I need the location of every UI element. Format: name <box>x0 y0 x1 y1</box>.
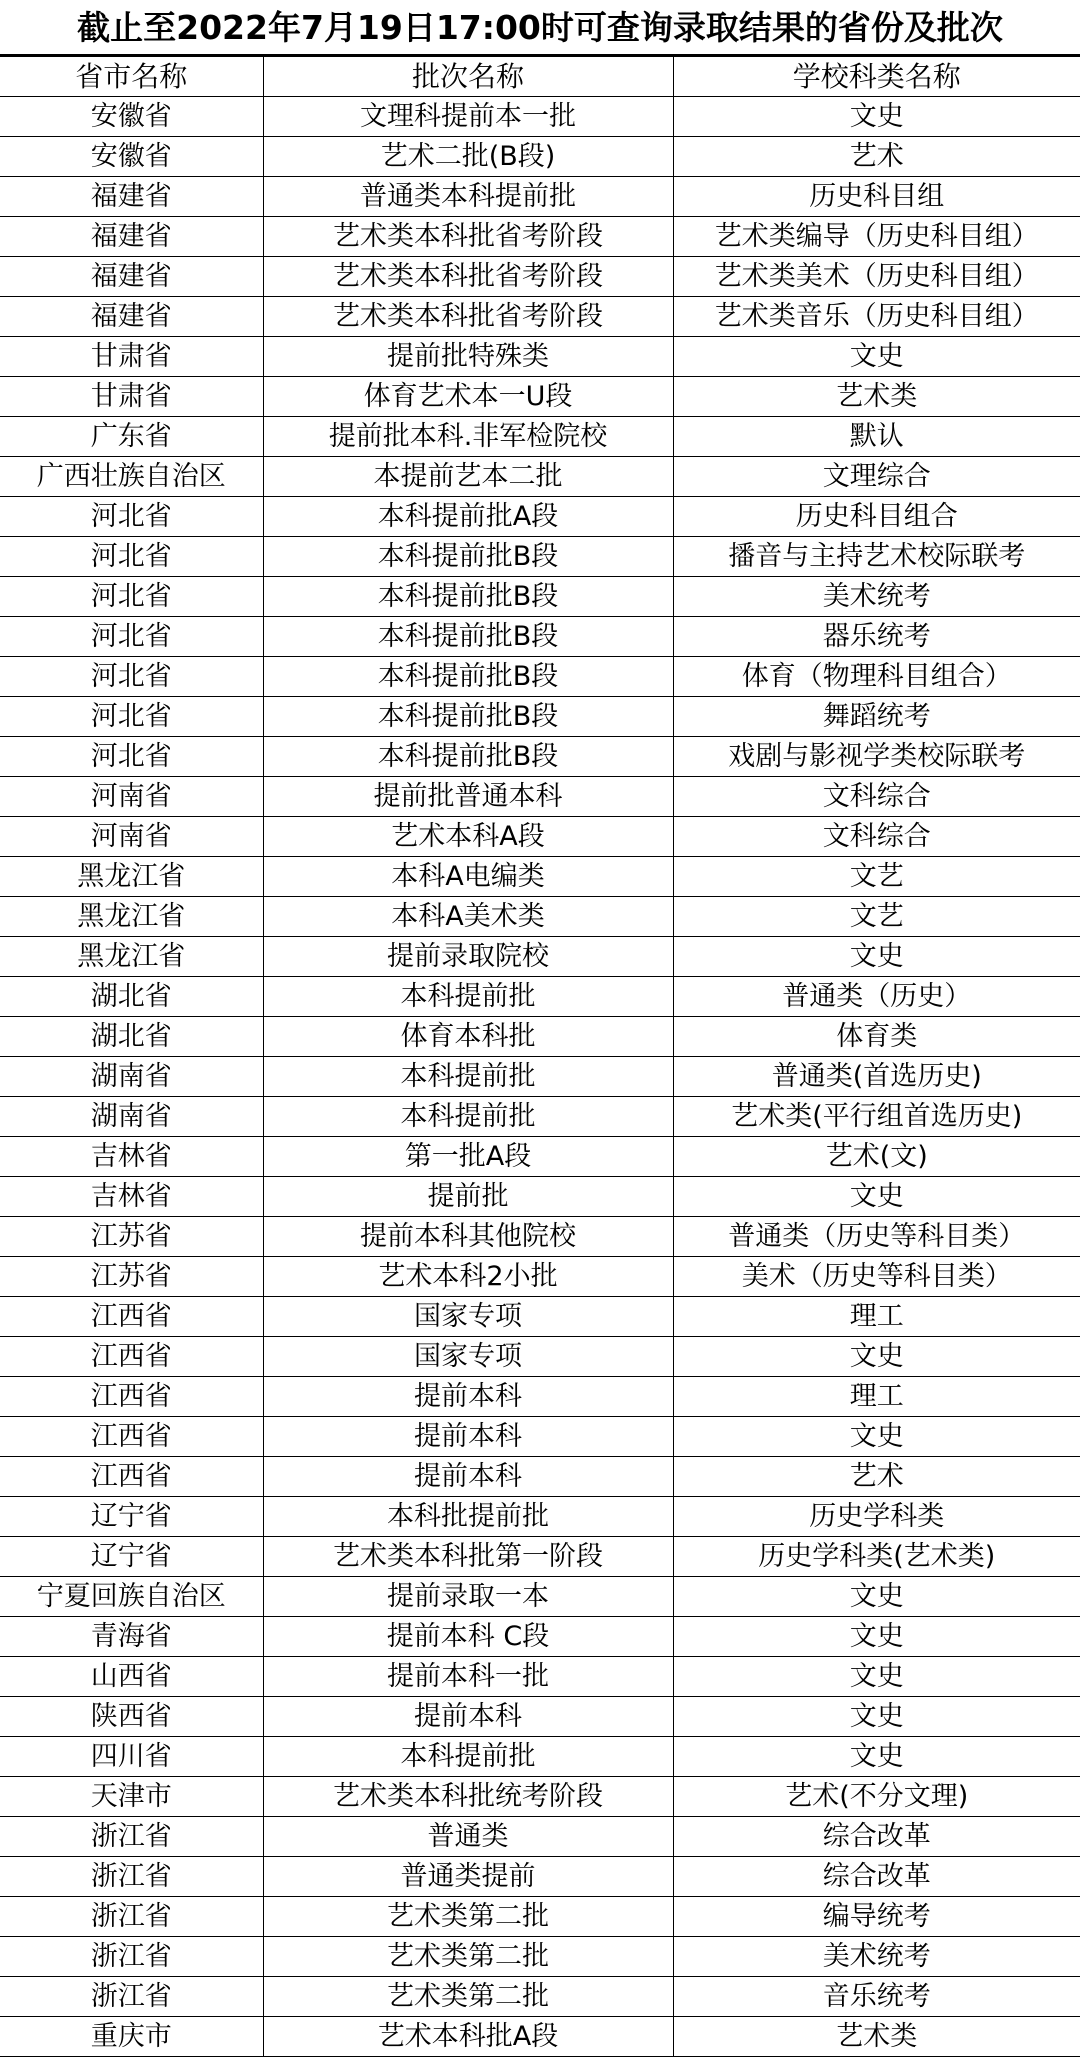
admission-table <box>0 56 1080 2057</box>
table-row <box>0 1057 1080 1097</box>
province-cell: 重庆市 <box>0 2017 263 2057</box>
province-cell: 安徽省 <box>0 97 263 137</box>
province-cell: 河北省 <box>0 697 263 737</box>
table-row <box>0 897 1080 937</box>
table-header <box>0 57 1080 97</box>
table-row <box>0 1897 1080 1937</box>
table-row <box>0 297 1080 337</box>
batch-cell: 普通类本科提前批 <box>263 177 673 217</box>
province-cell: 湖北省 <box>0 977 263 1017</box>
category-cell: 文史 <box>673 1417 1080 1457</box>
table-row <box>0 1817 1080 1857</box>
category-cell: 综合改革 <box>673 1857 1080 1897</box>
table-row <box>0 657 1080 697</box>
table-row <box>0 1177 1080 1217</box>
province-cell: 河北省 <box>0 617 263 657</box>
table-row <box>0 1097 1080 1137</box>
table-row <box>0 1697 1080 1737</box>
table-row <box>0 817 1080 857</box>
table-row <box>0 1657 1080 1697</box>
batch-cell: 提前批本科.非军检院校 <box>263 417 673 457</box>
table-row <box>0 1777 1080 1817</box>
category-cell: 文艺 <box>673 897 1080 937</box>
table-body <box>0 97 1080 2057</box>
province-cell: 江西省 <box>0 1457 263 1497</box>
batch-cell: 艺术类第二批 <box>263 1937 673 1977</box>
category-cell: 器乐统考 <box>673 617 1080 657</box>
batch-cell: 本科提前批B段 <box>263 737 673 777</box>
table-row <box>0 1577 1080 1617</box>
province-cell: 湖北省 <box>0 1017 263 1057</box>
province-cell: 河北省 <box>0 497 263 537</box>
table-row <box>0 777 1080 817</box>
batch-cell: 提前本科 <box>263 1417 673 1457</box>
batch-cell: 本科提前批 <box>263 1737 673 1777</box>
category-cell: 文科综合 <box>673 777 1080 817</box>
category-cell: 文史 <box>673 1657 1080 1697</box>
category-cell: 文史 <box>673 1337 1080 1377</box>
province-cell: 江苏省 <box>0 1257 263 1297</box>
table-row <box>0 977 1080 1017</box>
table-row <box>0 1497 1080 1537</box>
province-cell: 福建省 <box>0 217 263 257</box>
batch-cell: 艺术类本科批省考阶段 <box>263 297 673 337</box>
table-row <box>0 737 1080 777</box>
batch-cell: 艺术类本科批省考阶段 <box>263 217 673 257</box>
header-province: 省市名称 <box>0 57 263 97</box>
category-cell: 体育（物理科目组合） <box>673 657 1080 697</box>
province-cell: 河北省 <box>0 577 263 617</box>
table-row <box>0 497 1080 537</box>
batch-cell: 本科提前批B段 <box>263 617 673 657</box>
province-cell: 天津市 <box>0 1777 263 1817</box>
batch-cell: 艺术类第二批 <box>263 1977 673 2017</box>
table-row <box>0 937 1080 977</box>
province-cell: 甘肃省 <box>0 337 263 377</box>
header-row <box>0 57 1080 97</box>
province-cell: 浙江省 <box>0 1897 263 1937</box>
table-row <box>0 1417 1080 1457</box>
category-cell: 理工 <box>673 1377 1080 1417</box>
province-cell: 湖南省 <box>0 1097 263 1137</box>
table-row <box>0 1137 1080 1177</box>
batch-cell: 本科A美术类 <box>263 897 673 937</box>
category-cell: 播音与主持艺术校际联考 <box>673 537 1080 577</box>
table-row <box>0 577 1080 617</box>
table-row <box>0 1857 1080 1897</box>
batch-cell: 本科批提前批 <box>263 1497 673 1537</box>
batch-cell: 体育本科批 <box>263 1017 673 1057</box>
table-row <box>0 257 1080 297</box>
province-cell: 甘肃省 <box>0 377 263 417</box>
province-cell: 江西省 <box>0 1417 263 1457</box>
category-cell: 戏剧与影视学类校际联考 <box>673 737 1080 777</box>
category-cell: 历史科目组合 <box>673 497 1080 537</box>
category-cell: 艺术类音乐（历史科目组） <box>673 297 1080 337</box>
province-cell: 江西省 <box>0 1337 263 1377</box>
batch-cell: 提前本科其他院校 <box>263 1217 673 1257</box>
batch-cell: 本科提前批B段 <box>263 577 673 617</box>
category-cell: 艺术(文) <box>673 1137 1080 1177</box>
table-row <box>0 1537 1080 1577</box>
batch-cell: 艺术本科2小批 <box>263 1257 673 1297</box>
category-cell: 美术统考 <box>673 577 1080 617</box>
category-cell: 理工 <box>673 1297 1080 1337</box>
category-cell: 历史科目组 <box>673 177 1080 217</box>
batch-cell: 本科提前批 <box>263 1097 673 1137</box>
batch-cell: 提前批 <box>263 1177 673 1217</box>
province-cell: 浙江省 <box>0 1817 263 1857</box>
province-cell: 辽宁省 <box>0 1497 263 1537</box>
batch-cell: 本科提前批 <box>263 1057 673 1097</box>
category-cell: 文史 <box>673 1737 1080 1777</box>
batch-cell: 本提前艺本二批 <box>263 457 673 497</box>
batch-cell: 本科提前批 <box>263 977 673 1017</box>
batch-cell: 提前录取一本 <box>263 1577 673 1617</box>
category-cell: 普通类(首选历史) <box>673 1057 1080 1097</box>
table-row <box>0 217 1080 257</box>
table-row <box>0 1737 1080 1777</box>
province-cell: 河南省 <box>0 777 263 817</box>
province-cell: 广西壮族自治区 <box>0 457 263 497</box>
table-row <box>0 697 1080 737</box>
table-row <box>0 1217 1080 1257</box>
province-cell: 湖南省 <box>0 1057 263 1097</box>
province-cell: 福建省 <box>0 297 263 337</box>
province-cell: 吉林省 <box>0 1177 263 1217</box>
table-row <box>0 137 1080 177</box>
category-cell: 艺术类编导（历史科目组） <box>673 217 1080 257</box>
batch-cell: 普通类 <box>263 1817 673 1857</box>
province-cell: 黑龙江省 <box>0 857 263 897</box>
province-cell: 吉林省 <box>0 1137 263 1177</box>
batch-cell: 艺术类第二批 <box>263 1897 673 1937</box>
table-row <box>0 1257 1080 1297</box>
province-cell: 河北省 <box>0 537 263 577</box>
province-cell: 浙江省 <box>0 1937 263 1977</box>
category-cell: 艺术 <box>673 1457 1080 1497</box>
province-cell: 江苏省 <box>0 1217 263 1257</box>
table-row <box>0 1937 1080 1977</box>
province-cell: 四川省 <box>0 1737 263 1777</box>
province-cell: 河北省 <box>0 657 263 697</box>
table-row <box>0 1017 1080 1057</box>
category-cell: 文史 <box>673 937 1080 977</box>
province-cell: 福建省 <box>0 257 263 297</box>
province-cell: 宁夏回族自治区 <box>0 1577 263 1617</box>
batch-cell: 提前本科 C段 <box>263 1617 673 1657</box>
category-cell: 文史 <box>673 1177 1080 1217</box>
category-cell: 文史 <box>673 97 1080 137</box>
batch-cell: 提前本科一批 <box>263 1657 673 1697</box>
category-cell: 编导统考 <box>673 1897 1080 1937</box>
batch-cell: 本科提前批A段 <box>263 497 673 537</box>
province-cell: 福建省 <box>0 177 263 217</box>
table-row <box>0 1977 1080 2017</box>
category-cell: 文艺 <box>673 857 1080 897</box>
province-cell: 青海省 <box>0 1617 263 1657</box>
category-cell: 普通类（历史等科目类） <box>673 1217 1080 1257</box>
batch-cell: 国家专项 <box>263 1337 673 1377</box>
table-row <box>0 1617 1080 1657</box>
document-title: 截止至2022年7月19日17:00时可查询录取结果的省份及批次 <box>0 0 1080 56</box>
category-cell: 艺术类 <box>673 2017 1080 2057</box>
province-cell: 江西省 <box>0 1377 263 1417</box>
batch-cell: 提前批普通本科 <box>263 777 673 817</box>
category-cell: 艺术 <box>673 137 1080 177</box>
batch-cell: 本科提前批B段 <box>263 537 673 577</box>
table-row <box>0 2017 1080 2057</box>
table-row <box>0 177 1080 217</box>
table-row <box>0 417 1080 457</box>
category-cell: 历史学科类(艺术类) <box>673 1537 1080 1577</box>
batch-cell: 艺术本科批A段 <box>263 2017 673 2057</box>
batch-cell: 文理科提前本一批 <box>263 97 673 137</box>
province-cell: 河南省 <box>0 817 263 857</box>
category-cell: 文理综合 <box>673 457 1080 497</box>
table-row <box>0 1297 1080 1337</box>
category-cell: 美术（历史等科目类） <box>673 1257 1080 1297</box>
batch-cell: 提前录取院校 <box>263 937 673 977</box>
table-row <box>0 457 1080 497</box>
batch-cell: 提前批特殊类 <box>263 337 673 377</box>
batch-cell: 体育艺术本一U段 <box>263 377 673 417</box>
table-row <box>0 1457 1080 1497</box>
batch-cell: 第一批A段 <box>263 1137 673 1177</box>
category-cell: 体育类 <box>673 1017 1080 1057</box>
batch-cell: 艺术类本科批第一阶段 <box>263 1537 673 1577</box>
table-row <box>0 97 1080 137</box>
province-cell: 广东省 <box>0 417 263 457</box>
category-cell: 美术统考 <box>673 1937 1080 1977</box>
category-cell: 普通类（历史） <box>673 977 1080 1017</box>
province-cell: 河北省 <box>0 737 263 777</box>
batch-cell: 国家专项 <box>263 1297 673 1337</box>
province-cell: 黑龙江省 <box>0 897 263 937</box>
province-cell: 浙江省 <box>0 1857 263 1897</box>
batch-cell: 艺术类本科批统考阶段 <box>263 1777 673 1817</box>
category-cell: 舞蹈统考 <box>673 697 1080 737</box>
category-cell: 艺术类美术（历史科目组） <box>673 257 1080 297</box>
batch-cell: 艺术本科A段 <box>263 817 673 857</box>
category-cell: 文史 <box>673 1697 1080 1737</box>
province-cell: 辽宁省 <box>0 1537 263 1577</box>
header-category: 学校科类名称 <box>673 57 1080 97</box>
category-cell: 文史 <box>673 337 1080 377</box>
province-cell: 黑龙江省 <box>0 937 263 977</box>
category-cell: 音乐统考 <box>673 1977 1080 2017</box>
category-cell: 综合改革 <box>673 1817 1080 1857</box>
table-row <box>0 857 1080 897</box>
table-row <box>0 1377 1080 1417</box>
batch-cell: 本科提前批B段 <box>263 697 673 737</box>
province-cell: 安徽省 <box>0 137 263 177</box>
table-row <box>0 337 1080 377</box>
batch-cell: 提前本科 <box>263 1377 673 1417</box>
batch-cell: 本科提前批B段 <box>263 657 673 697</box>
batch-cell: 提前本科 <box>263 1697 673 1737</box>
category-cell: 文科综合 <box>673 817 1080 857</box>
category-cell: 文史 <box>673 1577 1080 1617</box>
header-batch: 批次名称 <box>263 57 673 97</box>
province-cell: 陕西省 <box>0 1697 263 1737</box>
batch-cell: 艺术类本科批省考阶段 <box>263 257 673 297</box>
table-row <box>0 1337 1080 1377</box>
province-cell: 山西省 <box>0 1657 263 1697</box>
batch-cell: 提前本科 <box>263 1457 673 1497</box>
table-row <box>0 617 1080 657</box>
category-cell: 艺术(不分文理) <box>673 1777 1080 1817</box>
category-cell: 文史 <box>673 1617 1080 1657</box>
batch-cell: 艺术二批(B段) <box>263 137 673 177</box>
table-row <box>0 537 1080 577</box>
category-cell: 艺术类 <box>673 377 1080 417</box>
category-cell: 历史学科类 <box>673 1497 1080 1537</box>
province-cell: 浙江省 <box>0 1977 263 2017</box>
batch-cell: 普通类提前 <box>263 1857 673 1897</box>
province-cell: 江西省 <box>0 1297 263 1337</box>
batch-cell: 本科A电编类 <box>263 857 673 897</box>
category-cell: 默认 <box>673 417 1080 457</box>
category-cell: 艺术类(平行组首选历史) <box>673 1097 1080 1137</box>
table-row <box>0 377 1080 417</box>
